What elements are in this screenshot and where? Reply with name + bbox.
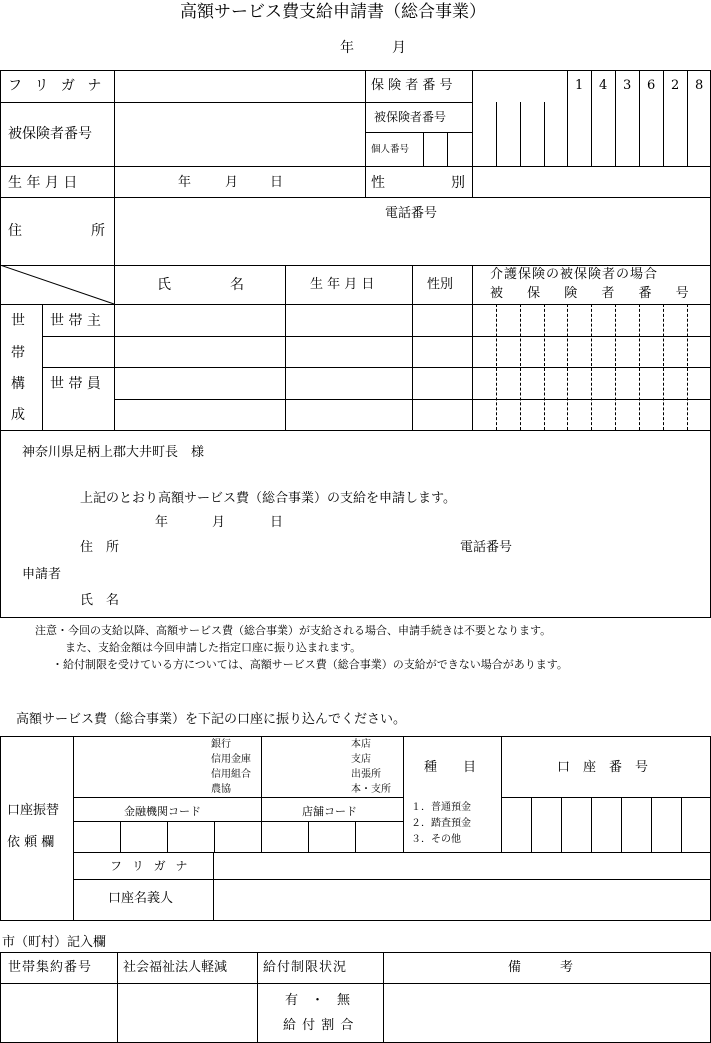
branch-type: 支店 [351, 754, 371, 765]
application-address-label: 住 所 [80, 540, 120, 555]
account-kind-option: ２．踏査預金 [411, 818, 471, 829]
sex-label: 性 [371, 175, 385, 191]
care-insurance-label: 介護保険の被保険者の場合 [490, 267, 659, 282]
address-label: 住 [8, 223, 22, 239]
institution-type: 信用組合 [211, 769, 251, 780]
household-member-label: 世 帯 員 [50, 376, 101, 392]
household-side-char: 構 [11, 376, 25, 392]
branch-code-label: 店舗コード [302, 805, 357, 818]
furigana-label: フ リ ガ ナ [8, 78, 106, 94]
header-year: 年 [340, 40, 354, 56]
insured-number-label: 被保険者番号 [8, 126, 92, 142]
institution-type: 信用金庫 [211, 754, 251, 765]
insurer-digit: 6 [647, 78, 656, 93]
diagonal-rule [0, 265, 115, 305]
phone-label: 電話番号 [385, 206, 438, 221]
account-number-label: 口 座 番 号 [557, 760, 649, 775]
household-aggregate-number-label: 世帯集約番号 [8, 960, 93, 975]
household-head-label: 世 帯 主 [50, 313, 101, 329]
personal-number-label: 個人番号 [371, 144, 410, 155]
household-side-char: 帯 [11, 345, 25, 361]
benefit-ratio-label: 給 付 割 合 [283, 1018, 355, 1033]
account-holder-label: 口座名義人 [108, 891, 174, 906]
branch-type: 本・支所 [351, 784, 391, 795]
household-side-char: 世 [11, 313, 25, 329]
birth-day: 日 [270, 175, 284, 190]
bank-heading: 高額サービス費（総合事業）を下記の口座に振り込んでください。 [16, 712, 407, 727]
holder-furigana-label: フ リ ガ ナ [110, 859, 191, 873]
account-kind-option: ３．その他 [411, 834, 461, 845]
care-number-label: 被 保 険 者 番 号 [490, 286, 699, 301]
remarks-label: 備 考 [508, 960, 574, 975]
household-name-label: 氏 [157, 277, 171, 293]
application-day: 日 [270, 515, 284, 530]
benefit-restriction-label: 給付制限状況 [263, 960, 348, 975]
header-month: 月 [392, 40, 406, 56]
account-kind-label: 種 目 [424, 760, 477, 775]
household-name-label-2: 名 [230, 277, 244, 293]
note-3: ・給付制限を受けている方については、高額サービス費（総合事業）の支給ができない場合があります。 [52, 658, 568, 671]
household-sex-label: 性別 [427, 277, 454, 292]
institution-code-label: 金融機関コード [124, 805, 201, 818]
addressee: 神奈川県足柄上郡大井町長 様 [22, 445, 205, 460]
application-year: 年 [155, 515, 169, 530]
application-phone-label: 電話番号 [460, 540, 513, 555]
branch-type: 出張所 [351, 769, 381, 780]
transfer-label-2: 依 頼 欄 [7, 835, 55, 850]
note-2: また、支給金額は今回申請した指定口座に振り込まれます。 [65, 641, 362, 654]
insurer-number-label: 保 険 者 番 号 [371, 78, 453, 93]
insurer-digit: 3 [623, 78, 632, 93]
restriction-yes-no: 有 ・ 無 [285, 993, 351, 1008]
office-heading: 市（町村）記入欄 [2, 935, 107, 950]
application-month: 月 [212, 515, 226, 530]
branch-type: 本店 [351, 739, 371, 750]
insurer-digit: 2 [671, 78, 680, 93]
institution-type: 銀行 [211, 739, 231, 750]
insurer-digit: 8 [695, 78, 704, 93]
household-side-char: 成 [11, 407, 25, 423]
insurer-digit: 1 [575, 78, 584, 93]
birth-year: 年 [178, 175, 192, 190]
address-label-2: 所 [91, 223, 105, 239]
social-welfare-reduction-label: 社会福祉法人軽減 [123, 960, 228, 975]
application-name-label: 氏 名 [80, 593, 120, 608]
transfer-label: 口座振替 [7, 803, 60, 818]
birth-label: 生 年 月 日 [8, 175, 78, 191]
sex-label-2: 別 [451, 175, 465, 191]
birth-month: 月 [225, 175, 239, 190]
household-birth-label: 生 年 月 日 [310, 277, 375, 292]
insurer-digit: 4 [599, 78, 608, 93]
note-1: 注意・今回の支給以降、高額サービス費（総合事業）が支給される場合、申請手続きは不要となります。 [35, 624, 552, 637]
institution-type: 農協 [211, 784, 231, 795]
insured-number-sub-label: 被保険者番号 [374, 110, 447, 124]
account-kind-option: １．普通預金 [411, 802, 471, 813]
application-statement: 上記のとおり高額サービス費（総合事業）の支給を申請します。 [80, 491, 456, 506]
applicant-label: 申請者 [22, 567, 62, 582]
page-title: 高額サービス費支給申請書（総合事業） [180, 2, 486, 22]
